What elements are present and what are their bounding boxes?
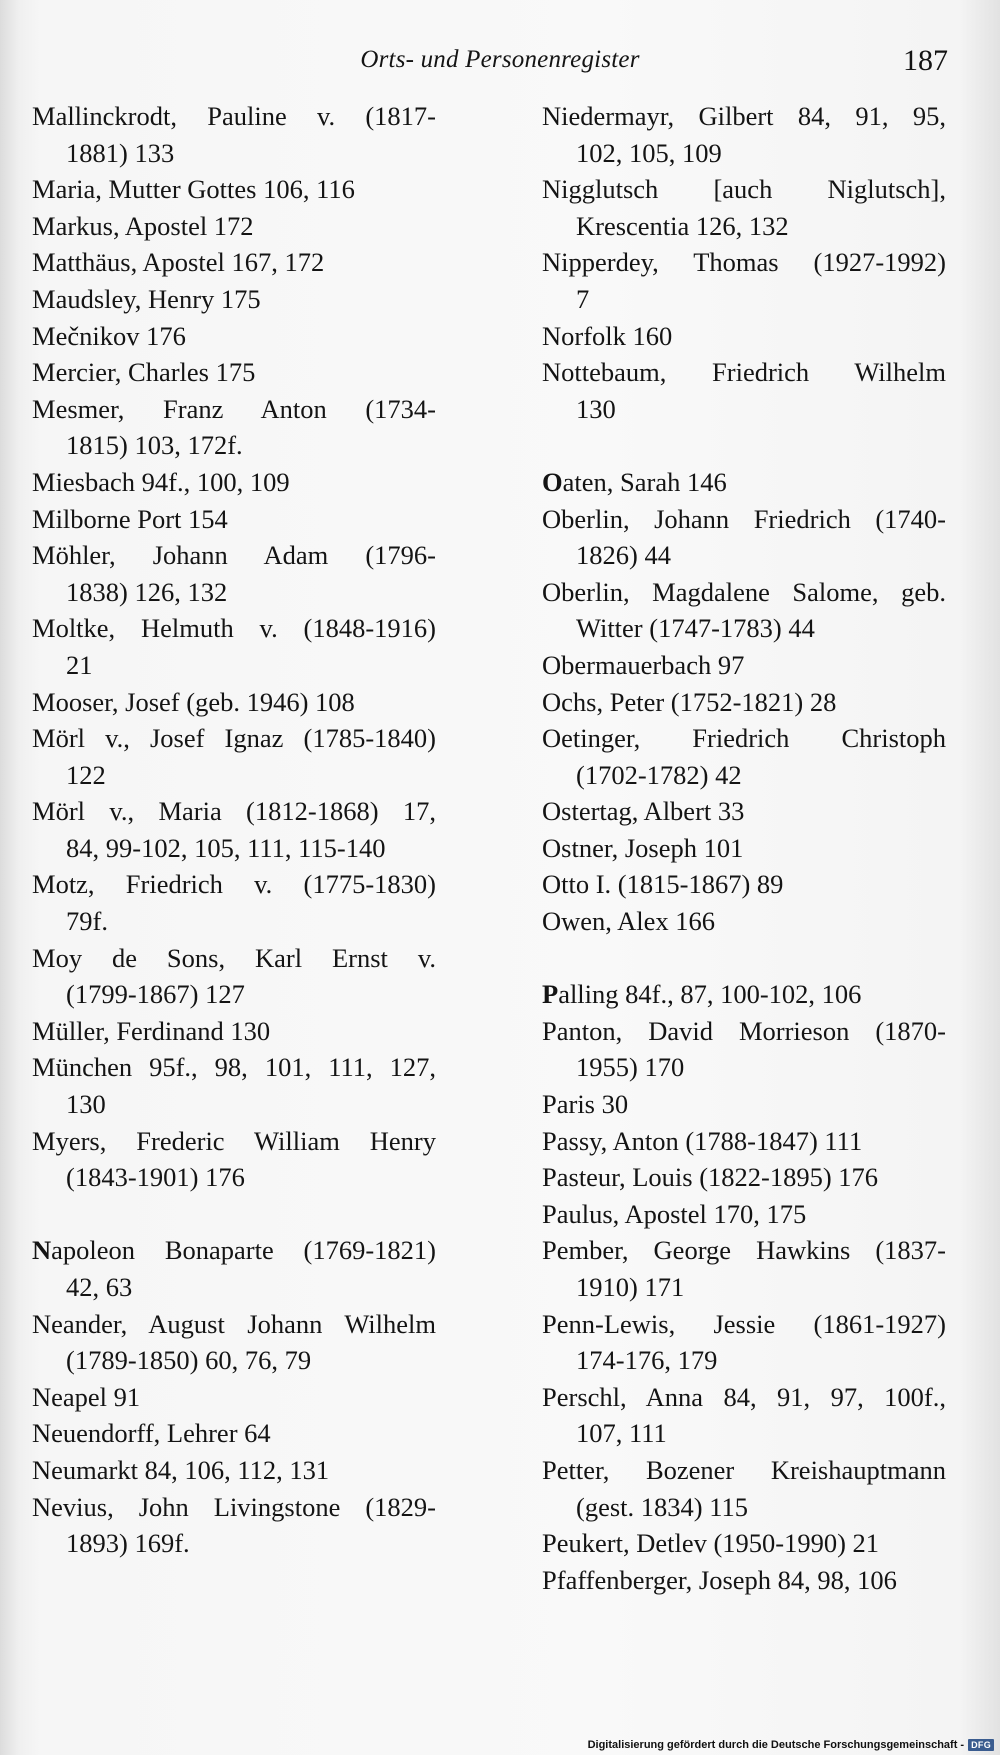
index-entry-line: Mallinckrodt, Pauline v. (1817- bbox=[32, 101, 436, 131]
index-entry-line: Norfolk 160 bbox=[542, 320, 673, 351]
index-entry-line: 1815) 103, 172f. bbox=[66, 430, 243, 461]
index-entry-line: Maria, Mutter Gottes 106, 116 bbox=[32, 174, 355, 205]
index-entry-line: 1893) 169f. bbox=[66, 1528, 190, 1559]
index-entry-line: Milborne Port 154 bbox=[32, 503, 228, 534]
index-entry-line: (1789-1850) 60, 76, 79 bbox=[66, 1345, 312, 1376]
index-entry-line: Neuendorff, Lehrer 64 bbox=[32, 1418, 271, 1449]
index-entry-line: Miesbach 94f., 100, 109 bbox=[32, 466, 290, 497]
index-entry-text: apoleon Bonaparte (1769-1821) bbox=[51, 1235, 436, 1266]
index-entry-line: Motz, Friedrich v. (1775-1830) bbox=[32, 869, 436, 900]
index-entry-line: 1910) 171 bbox=[576, 1272, 685, 1302]
index-entry-text: aten, Sarah 146 bbox=[562, 466, 727, 497]
index-entry-line: Maudsley, Henry 175 bbox=[32, 283, 261, 314]
index-entry-line: 107, 111 bbox=[576, 1418, 667, 1449]
index-entry-line: 122 bbox=[66, 759, 106, 790]
index-entry-line: Oetinger, Friedrich Christoph bbox=[542, 723, 946, 754]
index-entry-line: 42, 63 bbox=[66, 1272, 133, 1302]
index-entry-line: Matthäus, Apostel 167, 172 bbox=[32, 247, 325, 278]
section-gap bbox=[542, 940, 946, 977]
section-initial-letter: O bbox=[542, 466, 563, 497]
index-entry-line: Nipperdey, Thomas (1927-1992) bbox=[542, 247, 946, 278]
index-entry-line: 130 bbox=[576, 393, 616, 424]
index-entry-line: Mooser, Josef (geb. 1946) 108 bbox=[32, 686, 355, 717]
index-entry-line: Neumarkt 84, 106, 112, 131 bbox=[32, 1454, 330, 1485]
index-entry-line: Pfaffenberger, Joseph 84, 98, 106 bbox=[542, 1564, 897, 1595]
index-entry-line: Mörl v., Josef Ignaz (1785-1840) bbox=[32, 723, 436, 754]
index-entry-line: Neapel 91 bbox=[32, 1381, 141, 1412]
index-entry-line: Ostertag, Albert 33 bbox=[542, 796, 745, 827]
index-entry-line: 7 bbox=[576, 283, 590, 314]
index-entry-line: München 95f., 98, 101, 111, 127, bbox=[32, 1052, 436, 1083]
index-entry-line: Nevius, John Livingstone (1829- bbox=[32, 1491, 436, 1522]
running-title: Orts- und Personenregister bbox=[360, 46, 640, 73]
index-entry-line: Panton, David Morrieson (1870- bbox=[542, 1015, 946, 1046]
index-entry-line: Möhler, Johann Adam (1796- bbox=[32, 540, 436, 571]
index-column-left bbox=[32, 98, 436, 1562]
index-entry-line: 21 bbox=[66, 649, 93, 680]
index-entry-line: 84, 99-102, 105, 111, 115-140 bbox=[66, 832, 386, 863]
page-number: 187 bbox=[903, 44, 948, 77]
index-entry-line: Peukert, Detlev (1950-1990) 21 bbox=[542, 1528, 880, 1559]
index-entry-line: (1799-1867) 127 bbox=[66, 979, 245, 1010]
digitization-credit bbox=[588, 1739, 994, 1751]
index-entry-line: Pasteur, Louis (1822-1895) 176 bbox=[542, 1162, 879, 1193]
index-column-right bbox=[542, 98, 946, 1598]
dfg-logo: DFG bbox=[968, 1739, 994, 1751]
index-entry-line: Mörl v., Maria (1812-1868) 17, bbox=[32, 796, 436, 827]
index-entry-line: 1826) 44 bbox=[576, 540, 671, 571]
index-entry-line: Nigglutsch [auch Niglutsch], bbox=[542, 174, 946, 205]
index-entry-line: Owen, Alex 166 bbox=[542, 906, 715, 937]
index-entry-line bbox=[542, 976, 946, 1013]
index-entry-line: Niedermayr, Gilbert 84, 91, 95, bbox=[542, 101, 946, 131]
index-entry-line: Ostner, Joseph 101 bbox=[542, 832, 744, 863]
index-entry-line: Perschl, Anna 84, 91, 97, 100f., bbox=[542, 1381, 946, 1412]
index-entry-line: 1955) 170 bbox=[576, 1052, 685, 1083]
index-entry-line: 130 bbox=[66, 1089, 106, 1120]
index-entry-line: Paris 30 bbox=[542, 1089, 629, 1120]
index-entry-line: Markus, Apostel 172 bbox=[32, 210, 254, 241]
index-entry-line: Oberlin, Johann Friedrich (1740- bbox=[542, 503, 946, 534]
index-entry-line: 79f. bbox=[66, 906, 108, 937]
index-entry-line: Petter, Bozener Kreishauptmann bbox=[542, 1454, 946, 1485]
index-entry-line: 102, 105, 109 bbox=[576, 137, 722, 168]
section-initial-letter: N bbox=[32, 1235, 52, 1266]
index-entry-line: Myers, Frederic William Henry bbox=[32, 1125, 436, 1156]
index-entry-line: Penn-Lewis, Jessie (1861-1927) bbox=[542, 1308, 946, 1339]
index-entry-line: Pember, George Hawkins (1837- bbox=[542, 1235, 946, 1266]
index-entry-line: Müller, Ferdinand 130 bbox=[32, 1015, 271, 1046]
index-entry-line: Moltke, Helmuth v. (1848-1916) bbox=[32, 613, 436, 644]
index-entry-line: Otto I. (1815-1867) 89 bbox=[542, 869, 784, 900]
index-entry-line: Mesmer, Franz Anton (1734- bbox=[32, 393, 436, 424]
index-entry-line: Krescentia 126, 132 bbox=[576, 210, 789, 241]
index-entry-line: (1843-1901) 176 bbox=[66, 1162, 245, 1193]
section-gap bbox=[542, 427, 946, 464]
index-entry-text: alling 84f., 87, 100-102, 106 bbox=[558, 979, 862, 1010]
credit-text: Digitalisierung gefördert durch die Deutsche Forschungsgemeinschaft - bbox=[587, 1739, 965, 1751]
index-entry-line: 1881) 133 bbox=[66, 137, 175, 168]
index-entry-line: Obermauerbach 97 bbox=[542, 649, 745, 680]
index-entry-line: Nottebaum, Friedrich Wilhelm bbox=[542, 357, 946, 388]
index-entry-line: 1838) 126, 132 bbox=[66, 576, 228, 607]
index-entry-line: Witter (1747-1783) 44 bbox=[576, 613, 815, 644]
index-entry-line: Ochs, Peter (1752-1821) 28 bbox=[542, 686, 837, 717]
index-entry-line: Mercier, Charles 175 bbox=[32, 357, 256, 388]
index-entry-line: Mečnikov 176 bbox=[32, 320, 186, 351]
section-initial-letter: P bbox=[542, 979, 559, 1010]
index-entry-line: (1702-1782) 42 bbox=[576, 759, 742, 790]
index-entry-line bbox=[542, 464, 946, 501]
index-entry-line: 174-176, 179 bbox=[576, 1345, 718, 1376]
index-entry-line: Neander, August Johann Wilhelm bbox=[32, 1308, 436, 1339]
index-entry-line: Moy de Sons, Karl Ernst v. bbox=[32, 942, 436, 973]
index-entry-line bbox=[32, 1232, 436, 1269]
index-entry-line: Paulus, Apostel 170, 175 bbox=[542, 1198, 807, 1229]
index-entry-line: Passy, Anton (1788-1847) 111 bbox=[542, 1125, 863, 1156]
section-gap bbox=[32, 1196, 436, 1233]
index-entry-line: Oberlin, Magdalene Salome, geb. bbox=[542, 576, 946, 607]
index-entry-line: (gest. 1834) 115 bbox=[576, 1491, 748, 1522]
